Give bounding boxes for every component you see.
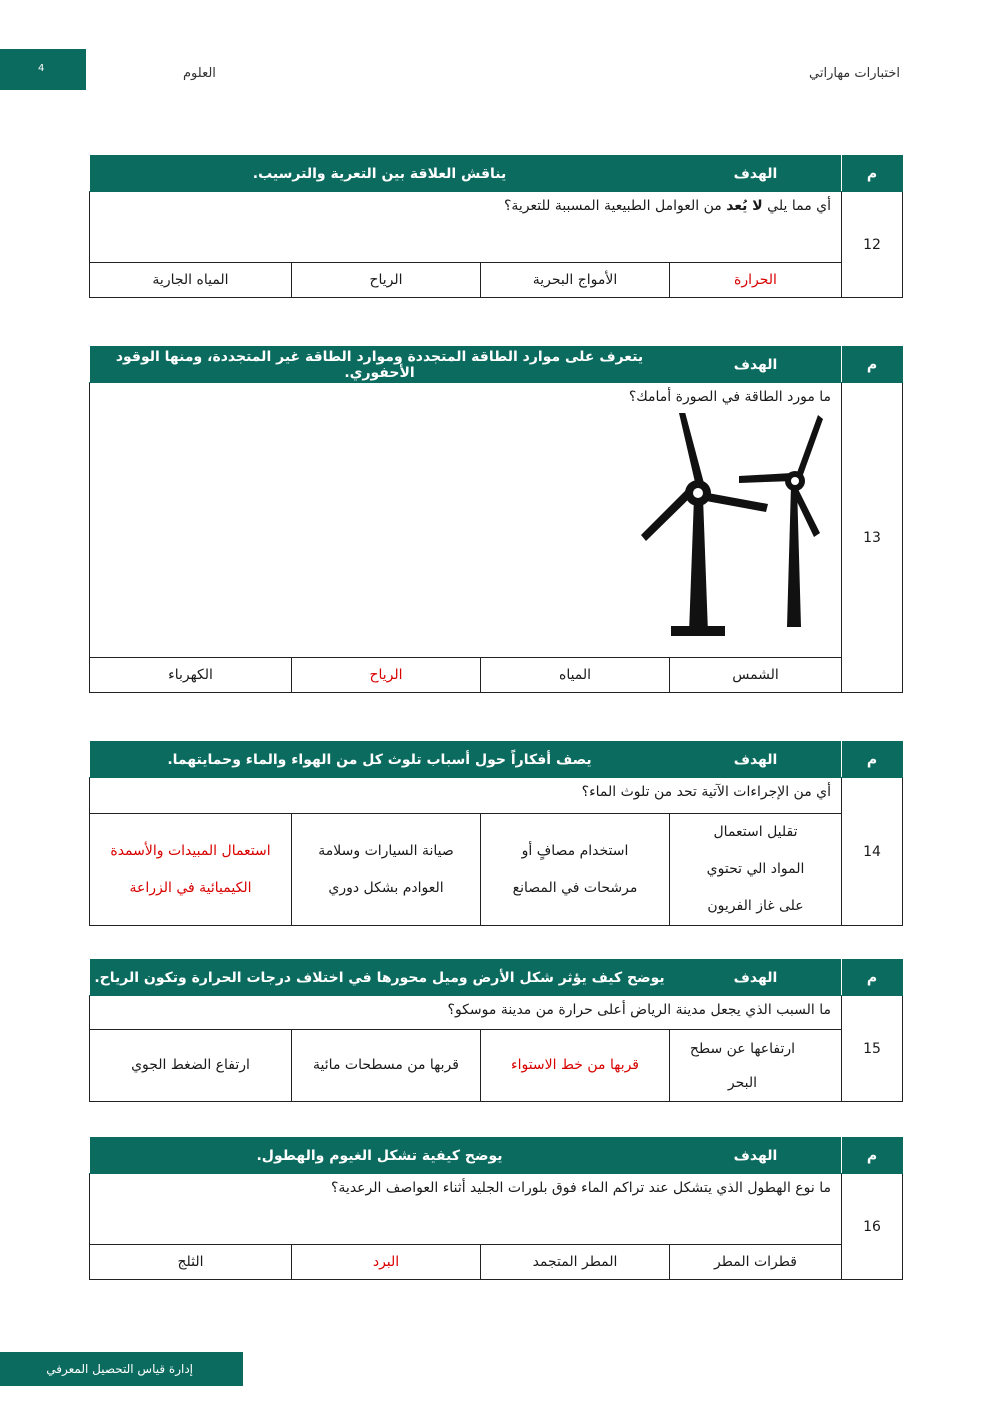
- question-number: 14: [842, 778, 903, 926]
- question-text: [90, 192, 842, 263]
- page-number: 4: [38, 63, 45, 74]
- option-c[interactable]: الرياح: [292, 658, 481, 693]
- question-text-emphasis: لا يُعد: [726, 198, 763, 214]
- option-d[interactable]: ارتفاع الضغط الجوي: [90, 1030, 292, 1102]
- question-table-12: [89, 155, 903, 298]
- question-table-14: [89, 741, 903, 926]
- num-header: م: [842, 347, 903, 383]
- question-table-15: [89, 959, 903, 1102]
- option-c[interactable]: البرد: [292, 1245, 481, 1280]
- num-header: م: [842, 960, 903, 996]
- num-header: م: [842, 742, 903, 778]
- option-a[interactable]: قطرات المطر: [670, 1245, 842, 1280]
- option-a[interactable]: الحرارة: [670, 263, 842, 298]
- goal-header: الهدف: [670, 742, 842, 778]
- footer-department: إدارة قياس التحصيل المعرفي: [0, 1352, 243, 1386]
- subject-label: العلوم: [183, 66, 216, 81]
- option-b[interactable]: المطر المتجمد: [481, 1245, 670, 1280]
- goal-text: يوضح كيفية تشكل الغيوم والهطول.: [90, 1138, 670, 1174]
- question-table-16: [89, 1137, 903, 1280]
- goal-text: يصف أفكاراً حول أسباب تلوث كل من الهواء والماء وحمايتهما.: [90, 742, 670, 778]
- option-b[interactable]: قربها من خط الاستواء: [481, 1030, 670, 1102]
- goal-header: الهدف: [670, 156, 842, 192]
- option-d[interactable]: الكهرباء: [90, 658, 292, 693]
- wind-turbines-icon: [641, 413, 831, 643]
- num-header: م: [842, 156, 903, 192]
- option-a[interactable]: ارتفاعها عن سطح البحر: [670, 1030, 842, 1102]
- option-b[interactable]: استخدام مصافٍ أو مرشحات في المصانع: [481, 814, 670, 926]
- option-a[interactable]: تقليل استعمال المواد الي تحتوي على غاز الفريون: [670, 814, 842, 926]
- goal-header: الهدف: [670, 1138, 842, 1174]
- question-text: ما مورد الطاقة في الصورة أمامك؟: [628, 389, 832, 405]
- option-d[interactable]: الثلج: [90, 1245, 292, 1280]
- question-text-part: أي مما يلي: [762, 198, 831, 214]
- question-number: 15: [842, 996, 903, 1102]
- goal-text: يناقش العلاقة بين التعرية والترسيب.: [90, 156, 670, 192]
- goal-header: الهدف: [670, 960, 842, 996]
- question-text: أي من الإجراءات الآتية تحد من تلوث الماء؟: [90, 778, 842, 814]
- goal-header: الهدف: [670, 347, 842, 383]
- option-c[interactable]: قربها من مسطحات مائية: [292, 1030, 481, 1102]
- question-cell: [90, 383, 842, 658]
- num-header: م: [842, 1138, 903, 1174]
- question-text: ما نوع الهطول الذي يتشكل عند تراكم الماء فوق بلورات الجليد أثناء العواصف الرعدية؟: [90, 1174, 842, 1245]
- option-b[interactable]: الأمواج البحرية: [481, 263, 670, 298]
- goal-text: يتعرف على موارد الطاقة المتجددة وموارد الطاقة غير المتجددة، ومنها الوقود الأحفوري.: [90, 347, 670, 383]
- question-table-13: [89, 346, 903, 693]
- document-title: اختبارات مهاراتي: [809, 66, 900, 81]
- question-text: ما السبب الذي يجعل مدينة الرياض أعلى حرارة من مدينة موسكو؟: [90, 996, 842, 1030]
- option-a[interactable]: الشمس: [670, 658, 842, 693]
- option-c[interactable]: صيانة السيارات وسلامة العوادم بشكل دوري: [292, 814, 481, 926]
- question-number: 16: [842, 1174, 903, 1280]
- option-d[interactable]: المياه الجارية: [90, 263, 292, 298]
- option-d[interactable]: استعمال المبيدات والأسمدة الكيميائية في الزراعة: [90, 814, 292, 926]
- goal-text: يوضح كيف يؤثر شكل الأرض وميل محورها في اختلاف درجات الحرارة وتكون الرياح.: [90, 960, 670, 996]
- option-b[interactable]: المياه: [481, 658, 670, 693]
- question-number: 12: [842, 192, 903, 298]
- question-number: 13: [842, 383, 903, 693]
- option-c[interactable]: الرياح: [292, 263, 481, 298]
- question-text-part: من العوامل الطبيعية المسببة للتعرية؟: [503, 198, 727, 214]
